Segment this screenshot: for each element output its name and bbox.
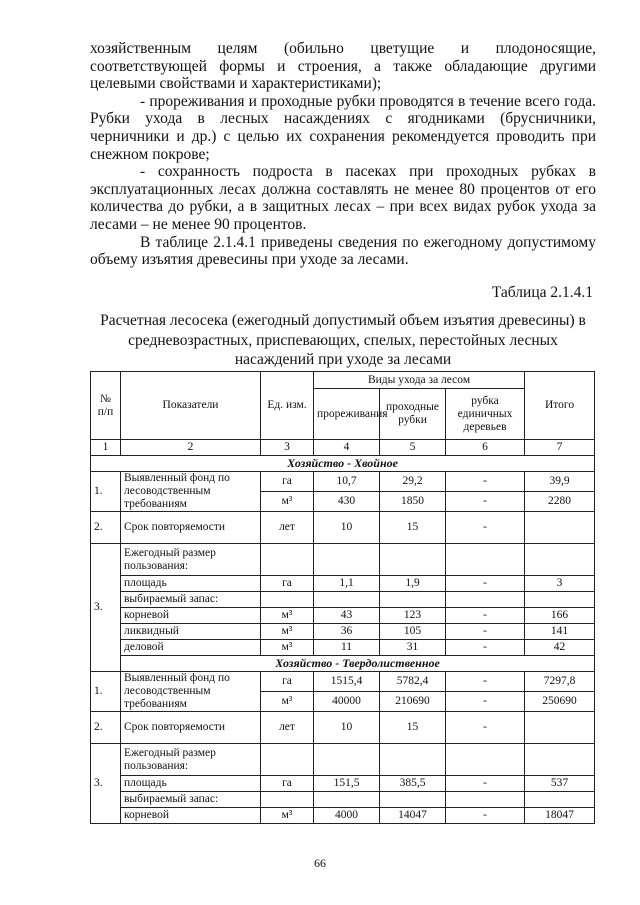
item-number: 2.	[91, 712, 121, 744]
unit-cell: м³	[261, 492, 314, 512]
empty-cell	[380, 792, 446, 808]
period-row	[91, 512, 595, 544]
total-value	[525, 512, 595, 544]
thinning-value: 430	[314, 492, 380, 512]
paragraph-1: хозяйственным целям (обильно цветущие и плодоносящие, соответствующей формы и строения, а также обладающие другими целевыми свойствами и характеристиками);	[90, 40, 596, 93]
thinning-value: 10	[314, 512, 380, 544]
single-value: -	[446, 672, 525, 692]
stock-row	[91, 624, 595, 640]
header-single: рубка единичных деревьев	[446, 389, 525, 440]
col-number-cell: 3	[261, 440, 314, 456]
section-header-row	[91, 456, 595, 472]
empty-cell	[314, 792, 380, 808]
indicator-label: выбираемый запас:	[121, 792, 261, 808]
indicator-label: корневой	[121, 808, 261, 824]
item-number: 2.	[91, 512, 121, 544]
empty-cell	[380, 744, 446, 776]
indicator-label: ликвидный	[121, 624, 261, 640]
stock-label-row	[91, 592, 595, 608]
total-value: 250690	[525, 692, 595, 712]
passing-value: 210690	[380, 692, 446, 712]
total-value: 18047	[525, 808, 595, 824]
unit-cell: лет	[261, 512, 314, 544]
empty-cell	[261, 592, 314, 608]
unit-cell: га	[261, 576, 314, 592]
single-value: -	[446, 492, 525, 512]
indicator-label: площадь	[121, 776, 261, 792]
indicator-label: Срок повторяемости	[121, 712, 261, 744]
stock-label-row	[91, 792, 595, 808]
col-number-cell: 1	[91, 440, 121, 456]
thinning-value: 40000	[314, 692, 380, 712]
single-value: -	[446, 692, 525, 712]
section-header-row	[91, 656, 595, 672]
indicator-label: площадь	[121, 576, 261, 592]
period-row	[91, 712, 595, 744]
single-value: -	[446, 808, 525, 824]
header-thinning: прореживания	[314, 389, 380, 440]
fund-row	[91, 472, 595, 492]
unit-cell: м³	[261, 640, 314, 656]
indicator-label: Ежегодный размер пользования:	[121, 744, 261, 776]
thinning-value: 1,1	[314, 576, 380, 592]
total-value: 3	[525, 576, 595, 592]
paragraph-2: - прореживания и проходные рубки проводятся в течение всего года. Рубки ухода в лесных насаждениях с ягодниками (брусничники, черничники и др.) с целью их сохранения рекомендуется проводить при снежном покрове;	[90, 92, 596, 163]
header-row-1	[91, 372, 595, 389]
indicator-label: Выявленный фонд по лесоводственным требованиям	[121, 672, 261, 712]
thinning-value: 151,5	[314, 776, 380, 792]
forest-care-table	[90, 371, 595, 824]
section-title: Хозяйство - Твердолиственное	[121, 656, 595, 672]
empty-cell	[380, 592, 446, 608]
empty-cell	[525, 792, 595, 808]
col-number-cell: 2	[121, 440, 261, 456]
col-number-cell: 6	[446, 440, 525, 456]
fund-row	[91, 672, 595, 692]
thinning-value: 4000	[314, 808, 380, 824]
single-value: -	[446, 776, 525, 792]
item-number: 3.	[91, 544, 121, 672]
passing-value: 105	[380, 624, 446, 640]
passing-value: 29,2	[380, 472, 446, 492]
single-value: -	[446, 512, 525, 544]
indicator-label: Ежегодный размер пользования:	[121, 544, 261, 576]
page-number: 66	[314, 856, 326, 870]
empty-cell	[525, 744, 595, 776]
indicator-label: выбираемый запас:	[121, 592, 261, 608]
header-total: Итого	[525, 372, 595, 440]
column-numbers-row	[91, 440, 595, 456]
unit-cell: га	[261, 672, 314, 692]
total-value	[525, 712, 595, 744]
item-number: 1.	[91, 672, 121, 712]
empty-cell	[261, 792, 314, 808]
empty-cell	[446, 744, 525, 776]
annual-label-row	[91, 544, 595, 576]
unit-cell: м³	[261, 692, 314, 712]
header-passing: проходные рубки	[380, 389, 446, 440]
empty-cell	[314, 544, 380, 576]
passing-value: 14047	[380, 808, 446, 824]
passing-value: 385,5	[380, 776, 446, 792]
total-value: 2280	[525, 492, 595, 512]
passing-value: 1,9	[380, 576, 446, 592]
stock-row	[91, 808, 595, 824]
thinning-value: 10,7	[314, 472, 380, 492]
header-unit: Ед. изм.	[261, 372, 314, 440]
unit-cell: га	[261, 776, 314, 792]
passing-value: 5782,4	[380, 672, 446, 692]
total-value: 166	[525, 608, 595, 624]
col-number-cell: 4	[314, 440, 380, 456]
empty-cell	[446, 544, 525, 576]
passing-value: 123	[380, 608, 446, 624]
unit-cell: м³	[261, 608, 314, 624]
empty-cell	[525, 544, 595, 576]
item-number: 3.	[91, 744, 121, 824]
thinning-value: 43	[314, 608, 380, 624]
empty-cell	[314, 592, 380, 608]
passing-value: 15	[380, 712, 446, 744]
thinning-value: 1515,4	[314, 672, 380, 692]
thinning-value: 36	[314, 624, 380, 640]
unit-cell: м³	[261, 808, 314, 824]
empty-cell	[261, 544, 314, 576]
table-number-label: Таблица 2.1.4.1	[491, 284, 593, 301]
header-indicators: Показатели	[121, 372, 261, 440]
empty-cell	[261, 744, 314, 776]
single-value: -	[446, 608, 525, 624]
table-title: Расчетная лесосека (ежегодный допустимый объем изъятия древесины) в средневозрастных, приспевающих, спелых, перестойных лесных насаждений при уходе за лесами	[100, 312, 586, 369]
unit-cell: га	[261, 472, 314, 492]
item-number: 1.	[91, 472, 121, 512]
stock-row	[91, 608, 595, 624]
empty-cell	[314, 744, 380, 776]
passing-value: 1850	[380, 492, 446, 512]
indicator-label: Выявленный фонд по лесоводственным требованиям	[121, 472, 261, 512]
indicator-label: Срок повторяемости	[121, 512, 261, 544]
annual-label-row	[91, 744, 595, 776]
indicator-label: корневой	[121, 608, 261, 624]
total-value: 7297,8	[525, 672, 595, 692]
empty-cell	[525, 592, 595, 608]
passing-value: 31	[380, 640, 446, 656]
total-value: 39,9	[525, 472, 595, 492]
col-number-cell: 7	[525, 440, 595, 456]
empty-cell	[446, 592, 525, 608]
indicator-label: деловой	[121, 640, 261, 656]
total-value: 141	[525, 624, 595, 640]
total-value: 537	[525, 776, 595, 792]
passing-value: 15	[380, 512, 446, 544]
single-value: -	[446, 624, 525, 640]
paragraph-4: В таблице 2.1.4.1 приведены сведения по ежегодному допустимому объему изъятия древесины при уходе за лесами.	[90, 233, 596, 269]
area-row	[91, 776, 595, 792]
body-text	[90, 40, 596, 269]
paragraph-3: - сохранность подроста в пасеках при проходных рубках в эксплуатационных лесах должна составлять не менее 80 процентов от его количества до рубки, а в защитных лесах – при всех видах рубок ухода за лесами – не менее 90 процентов.	[90, 163, 596, 233]
empty-cell	[380, 544, 446, 576]
col-number-cell: 5	[380, 440, 446, 456]
empty-cell	[446, 792, 525, 808]
single-value: -	[446, 712, 525, 744]
single-value: -	[446, 472, 525, 492]
section-title: Хозяйство - Хвойное	[91, 456, 595, 472]
total-value: 42	[525, 640, 595, 656]
thinning-value: 10	[314, 712, 380, 744]
single-value: -	[446, 640, 525, 656]
single-value: -	[446, 576, 525, 592]
unit-cell: лет	[261, 712, 314, 744]
stock-row	[91, 640, 595, 656]
unit-cell: м³	[261, 624, 314, 640]
area-row	[91, 576, 595, 592]
header-num: № п/п	[91, 372, 121, 440]
thinning-value: 11	[314, 640, 380, 656]
header-care-types: Виды ухода за лесом	[314, 372, 525, 389]
